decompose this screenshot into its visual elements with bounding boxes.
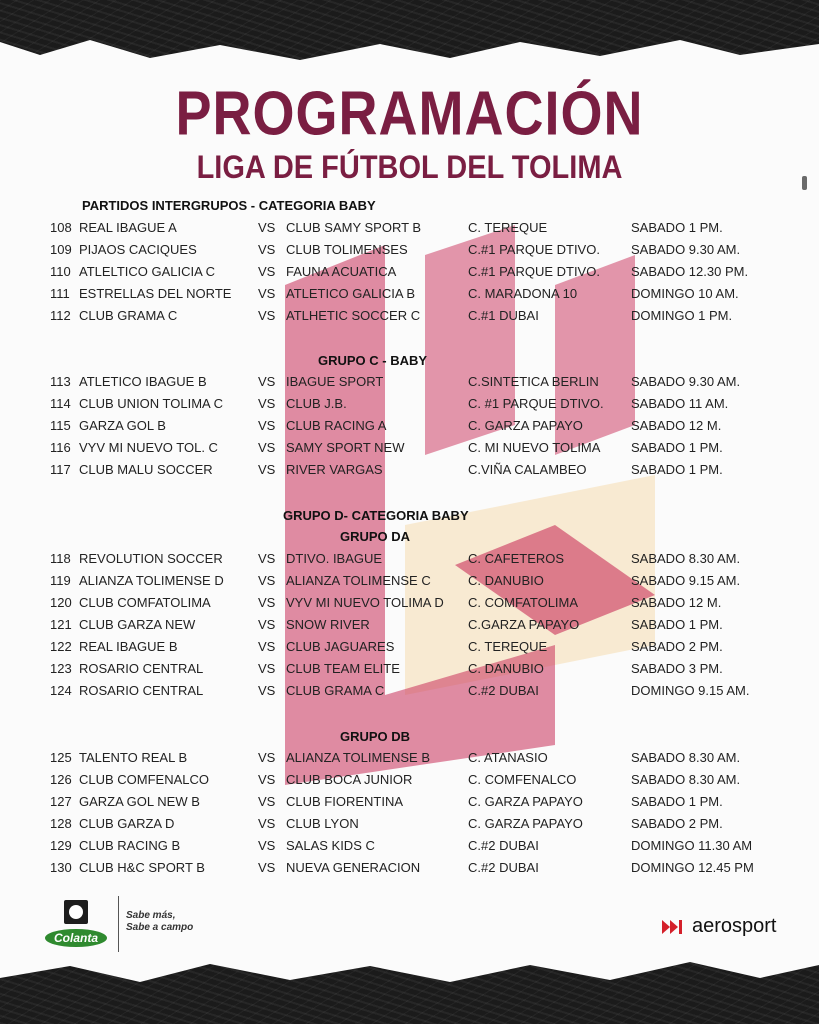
vs-label: VS — [258, 220, 276, 235]
vs-label: VS — [258, 242, 276, 257]
section-subheading-grupo-da: GRUPO DA — [340, 529, 411, 544]
venue: C. TEREQUE — [468, 639, 548, 654]
match-time: SABADO 9.30 AM. — [631, 242, 741, 257]
venue: C. MARADONA 10 — [468, 286, 578, 301]
venue: C. GARZA PAPAYO — [468, 816, 583, 831]
footer-divider — [118, 896, 119, 952]
match-number: 117 — [50, 462, 71, 477]
match-time: SABADO 8.30 AM. — [631, 551, 741, 566]
match-row — [0, 462, 819, 482]
match-time: DOMINGO 11.30 AM — [631, 838, 753, 853]
match-number: 128 — [50, 816, 72, 831]
away-team: CLUB LYON — [286, 816, 359, 831]
match-number: 120 — [50, 595, 72, 610]
slogan-line-1: Sabe más, — [126, 910, 176, 921]
match-number: 113 — [50, 374, 71, 389]
vs-label: VS — [258, 264, 276, 279]
match-row — [0, 860, 819, 880]
match-row — [0, 264, 819, 284]
section-heading-grupo-db: GRUPO DB — [340, 729, 411, 744]
match-time: SABADO 2 PM. — [631, 816, 723, 831]
match-number: 110 — [50, 264, 71, 279]
away-team: ALIANZA TOLIMENSE B — [286, 750, 431, 765]
away-team: NUEVA GENERACION — [286, 860, 421, 875]
match-number: 129 — [50, 838, 72, 853]
match-row — [0, 418, 819, 438]
venue: C.#1 PARQUE DTIVO. — [468, 264, 600, 279]
match-row — [0, 220, 819, 240]
match-number: 115 — [50, 418, 71, 433]
match-row — [0, 286, 819, 306]
match-row — [0, 750, 819, 770]
match-row — [0, 242, 819, 262]
venue: C. #1 PARQUE DTIVO. — [468, 396, 604, 411]
vs-label: VS — [258, 396, 276, 411]
torn-paper-top — [0, 0, 819, 70]
scrollbar-thumb[interactable] — [802, 176, 807, 190]
venue: C.GARZA PAPAYO — [468, 617, 580, 632]
venue: C. DANUBIO — [468, 573, 544, 588]
away-team: SALAS KIDS C — [286, 838, 375, 853]
home-team: REAL IBAGUE B — [79, 639, 178, 654]
match-row — [0, 683, 819, 703]
venue: C.#2 DUBAI — [468, 860, 539, 875]
match-row — [0, 374, 819, 394]
match-time: SABADO 1 PM. — [631, 617, 723, 632]
match-number: 127 — [50, 794, 72, 809]
match-time: SABADO 8.30 AM. — [631, 750, 741, 765]
vs-label: VS — [258, 683, 276, 698]
torn-paper-bottom — [0, 954, 819, 1024]
venue: C. DANUBIO — [468, 661, 544, 676]
home-team: REAL IBAGUE A — [79, 220, 177, 235]
home-team: CLUB H&C SPORT B — [79, 860, 205, 875]
match-number: 112 — [50, 308, 71, 323]
away-team: IBAGUE SPORT — [286, 374, 384, 389]
vs-label: VS — [258, 794, 276, 809]
away-team: RIVER VARGAS — [286, 462, 383, 477]
venue: C.SINTETICA BERLIN — [468, 374, 599, 389]
match-row — [0, 308, 819, 328]
home-team: VYV MI NUEVO TOL. C — [79, 440, 218, 455]
svg-text:Colanta: Colanta — [53, 931, 99, 945]
away-team: CLUB TOLIMENSES — [286, 242, 408, 257]
venue: C.#2 DUBAI — [468, 838, 539, 853]
away-team: CLUB BOCA JUNIOR — [286, 772, 413, 787]
section-heading-intergrupos: PARTIDOS INTERGRUPOS - CATEGORIA BABY — [82, 198, 376, 213]
match-time: SABADO 1 PM. — [631, 794, 723, 809]
venue: C. TEREQUE — [468, 220, 548, 235]
match-number: 126 — [50, 772, 72, 787]
home-team: REVOLUTION SOCCER — [79, 551, 223, 566]
away-team: CLUB TEAM ELITE — [286, 661, 400, 676]
match-time: SABADO 1 PM. — [631, 440, 723, 455]
aerosport-wordmark: aerosport — [692, 915, 777, 937]
match-number: 125 — [50, 750, 72, 765]
slogan-line-2: Sabe a campo — [126, 922, 194, 933]
match-time: SABADO 3 PM. — [631, 661, 723, 676]
match-time: SABADO 9.15 AM. — [631, 573, 741, 588]
venue: C. COMFENALCO — [468, 772, 577, 787]
venue: C. CAFETEROS — [468, 551, 565, 566]
home-team: GARZA GOL B — [79, 418, 166, 433]
away-team: ATLHETIC SOCCER C — [286, 308, 421, 323]
home-team: CLUB COMFENALCO — [79, 772, 210, 787]
match-number: 116 — [50, 440, 71, 455]
vs-label: VS — [258, 286, 276, 301]
away-team: ALIANZA TOLIMENSE C — [286, 573, 431, 588]
vs-label: VS — [258, 418, 276, 433]
home-team: ROSARIO CENTRAL — [79, 683, 204, 698]
venue: C.#1 DUBAI — [468, 308, 539, 323]
vs-label: VS — [258, 308, 276, 323]
page-subtitle: LIGA DE FÚTBOL DEL TOLIMA — [196, 150, 623, 186]
venue: C.VIÑA CALAMBEO — [468, 462, 587, 477]
home-team: CLUB UNION TOLIMA C — [79, 396, 223, 411]
match-time: DOMINGO 9.15 AM. — [631, 683, 750, 698]
away-team: CLUB FIORENTINA — [286, 794, 404, 809]
vs-label: VS — [258, 595, 276, 610]
fast-forward-icon — [662, 920, 688, 934]
venue: C.#2 DUBAI — [468, 683, 539, 698]
venue: C. GARZA PAPAYO — [468, 794, 583, 809]
away-team: FAUNA ACUATICA — [286, 264, 397, 279]
home-team: CLUB GARZA D — [79, 816, 175, 831]
venue: C. MI NUEVO TOLIMA — [468, 440, 601, 455]
page-title: PROGRAMACIÓN — [175, 79, 644, 149]
away-team: ATLETICO GALICIA B — [286, 286, 416, 301]
match-number: 121 — [50, 617, 72, 632]
home-team: ESTRELLAS DEL NORTE — [79, 286, 232, 301]
vs-label: VS — [258, 617, 276, 632]
match-row — [0, 617, 819, 637]
match-number: 123 — [50, 661, 72, 676]
home-team: ATLETICO IBAGUE B — [79, 374, 207, 389]
match-number: 111 — [50, 286, 70, 301]
match-time: SABADO 12.30 PM. — [631, 264, 749, 279]
vs-label: VS — [258, 838, 276, 853]
away-team: SAMY SPORT NEW — [286, 440, 405, 455]
vs-label: VS — [258, 816, 276, 831]
match-time: SABADO 9.30 AM. — [631, 374, 741, 389]
away-team: CLUB SAMY SPORT B — [286, 220, 422, 235]
match-time: DOMINGO 10 AM. — [631, 286, 739, 301]
home-team: ALIANZA TOLIMENSE D — [79, 573, 224, 588]
section-heading-grupo-c: GRUPO C - BABY — [318, 353, 428, 368]
away-team: SNOW RIVER — [286, 617, 370, 632]
section-heading-grupo-d: GRUPO D- CATEGORIA BABY — [283, 508, 469, 523]
away-team: CLUB RACING A — [286, 418, 387, 433]
match-time: SABADO 12 M. — [631, 418, 722, 433]
venue: C.#1 PARQUE DTIVO. — [468, 242, 600, 257]
match-number: 118 — [50, 551, 71, 566]
match-row — [0, 440, 819, 460]
match-row — [0, 595, 819, 615]
home-team: CLUB GRAMA C — [79, 308, 178, 323]
vs-label: VS — [258, 860, 276, 875]
match-time: SABADO 11 AM. — [631, 396, 729, 411]
vs-label: VS — [258, 639, 276, 654]
venue: C. COMFATOLIMA — [468, 595, 579, 610]
match-number: 119 — [50, 573, 71, 588]
colanta-logo — [45, 898, 115, 950]
home-team: TALENTO REAL B — [79, 750, 188, 765]
vs-label: VS — [258, 573, 276, 588]
match-time: SABADO 2 PM. — [631, 639, 723, 654]
match-row — [0, 396, 819, 416]
match-time: SABADO 1 PM. — [631, 220, 723, 235]
match-number: 130 — [50, 860, 72, 875]
sponsor-slogan — [126, 910, 193, 934]
vs-label: VS — [258, 462, 276, 477]
match-number: 108 — [50, 220, 72, 235]
aerosport-logo — [662, 915, 777, 938]
home-team: GARZA GOL NEW B — [79, 794, 200, 809]
away-team: CLUB JAGUARES — [286, 639, 395, 654]
home-team: CLUB GARZA NEW — [79, 617, 196, 632]
match-row — [0, 794, 819, 814]
match-time: DOMINGO 12.45 PM — [631, 860, 754, 875]
venue: C. GARZA PAPAYO — [468, 418, 583, 433]
match-time: SABADO 1 PM. — [631, 462, 723, 477]
away-team: CLUB J.B. — [286, 396, 347, 411]
home-team: ATLELTICO GALICIA C — [79, 264, 216, 279]
match-time: SABADO 12 M. — [631, 595, 722, 610]
home-team: CLUB COMFATOLIMA — [79, 595, 211, 610]
vs-label: VS — [258, 750, 276, 765]
vs-label: VS — [258, 772, 276, 787]
match-row — [0, 661, 819, 681]
match-row — [0, 838, 819, 858]
match-number: 124 — [50, 683, 72, 698]
venue: C. ATANASIO — [468, 750, 548, 765]
home-team: ROSARIO CENTRAL — [79, 661, 204, 676]
home-team: CLUB MALU SOCCER — [79, 462, 213, 477]
vs-label: VS — [258, 374, 276, 389]
match-row — [0, 551, 819, 571]
away-team: DTIVO. IBAGUE — [286, 551, 383, 566]
match-time: DOMINGO 1 PM. — [631, 308, 733, 323]
vs-label: VS — [258, 440, 276, 455]
vs-label: VS — [258, 661, 276, 676]
away-team: VYV MI NUEVO TOLIMA D — [286, 595, 444, 610]
match-row — [0, 639, 819, 659]
match-time: SABADO 8.30 AM. — [631, 772, 741, 787]
away-team: CLUB GRAMA C — [286, 683, 385, 698]
match-number: 122 — [50, 639, 72, 654]
match-number: 114 — [50, 396, 71, 411]
match-number: 109 — [50, 242, 72, 257]
home-team: CLUB RACING B — [79, 838, 181, 853]
vs-label: VS — [258, 551, 276, 566]
match-row — [0, 573, 819, 593]
match-row — [0, 772, 819, 792]
match-row — [0, 816, 819, 836]
home-team: PIJAOS CACIQUES — [79, 242, 197, 257]
